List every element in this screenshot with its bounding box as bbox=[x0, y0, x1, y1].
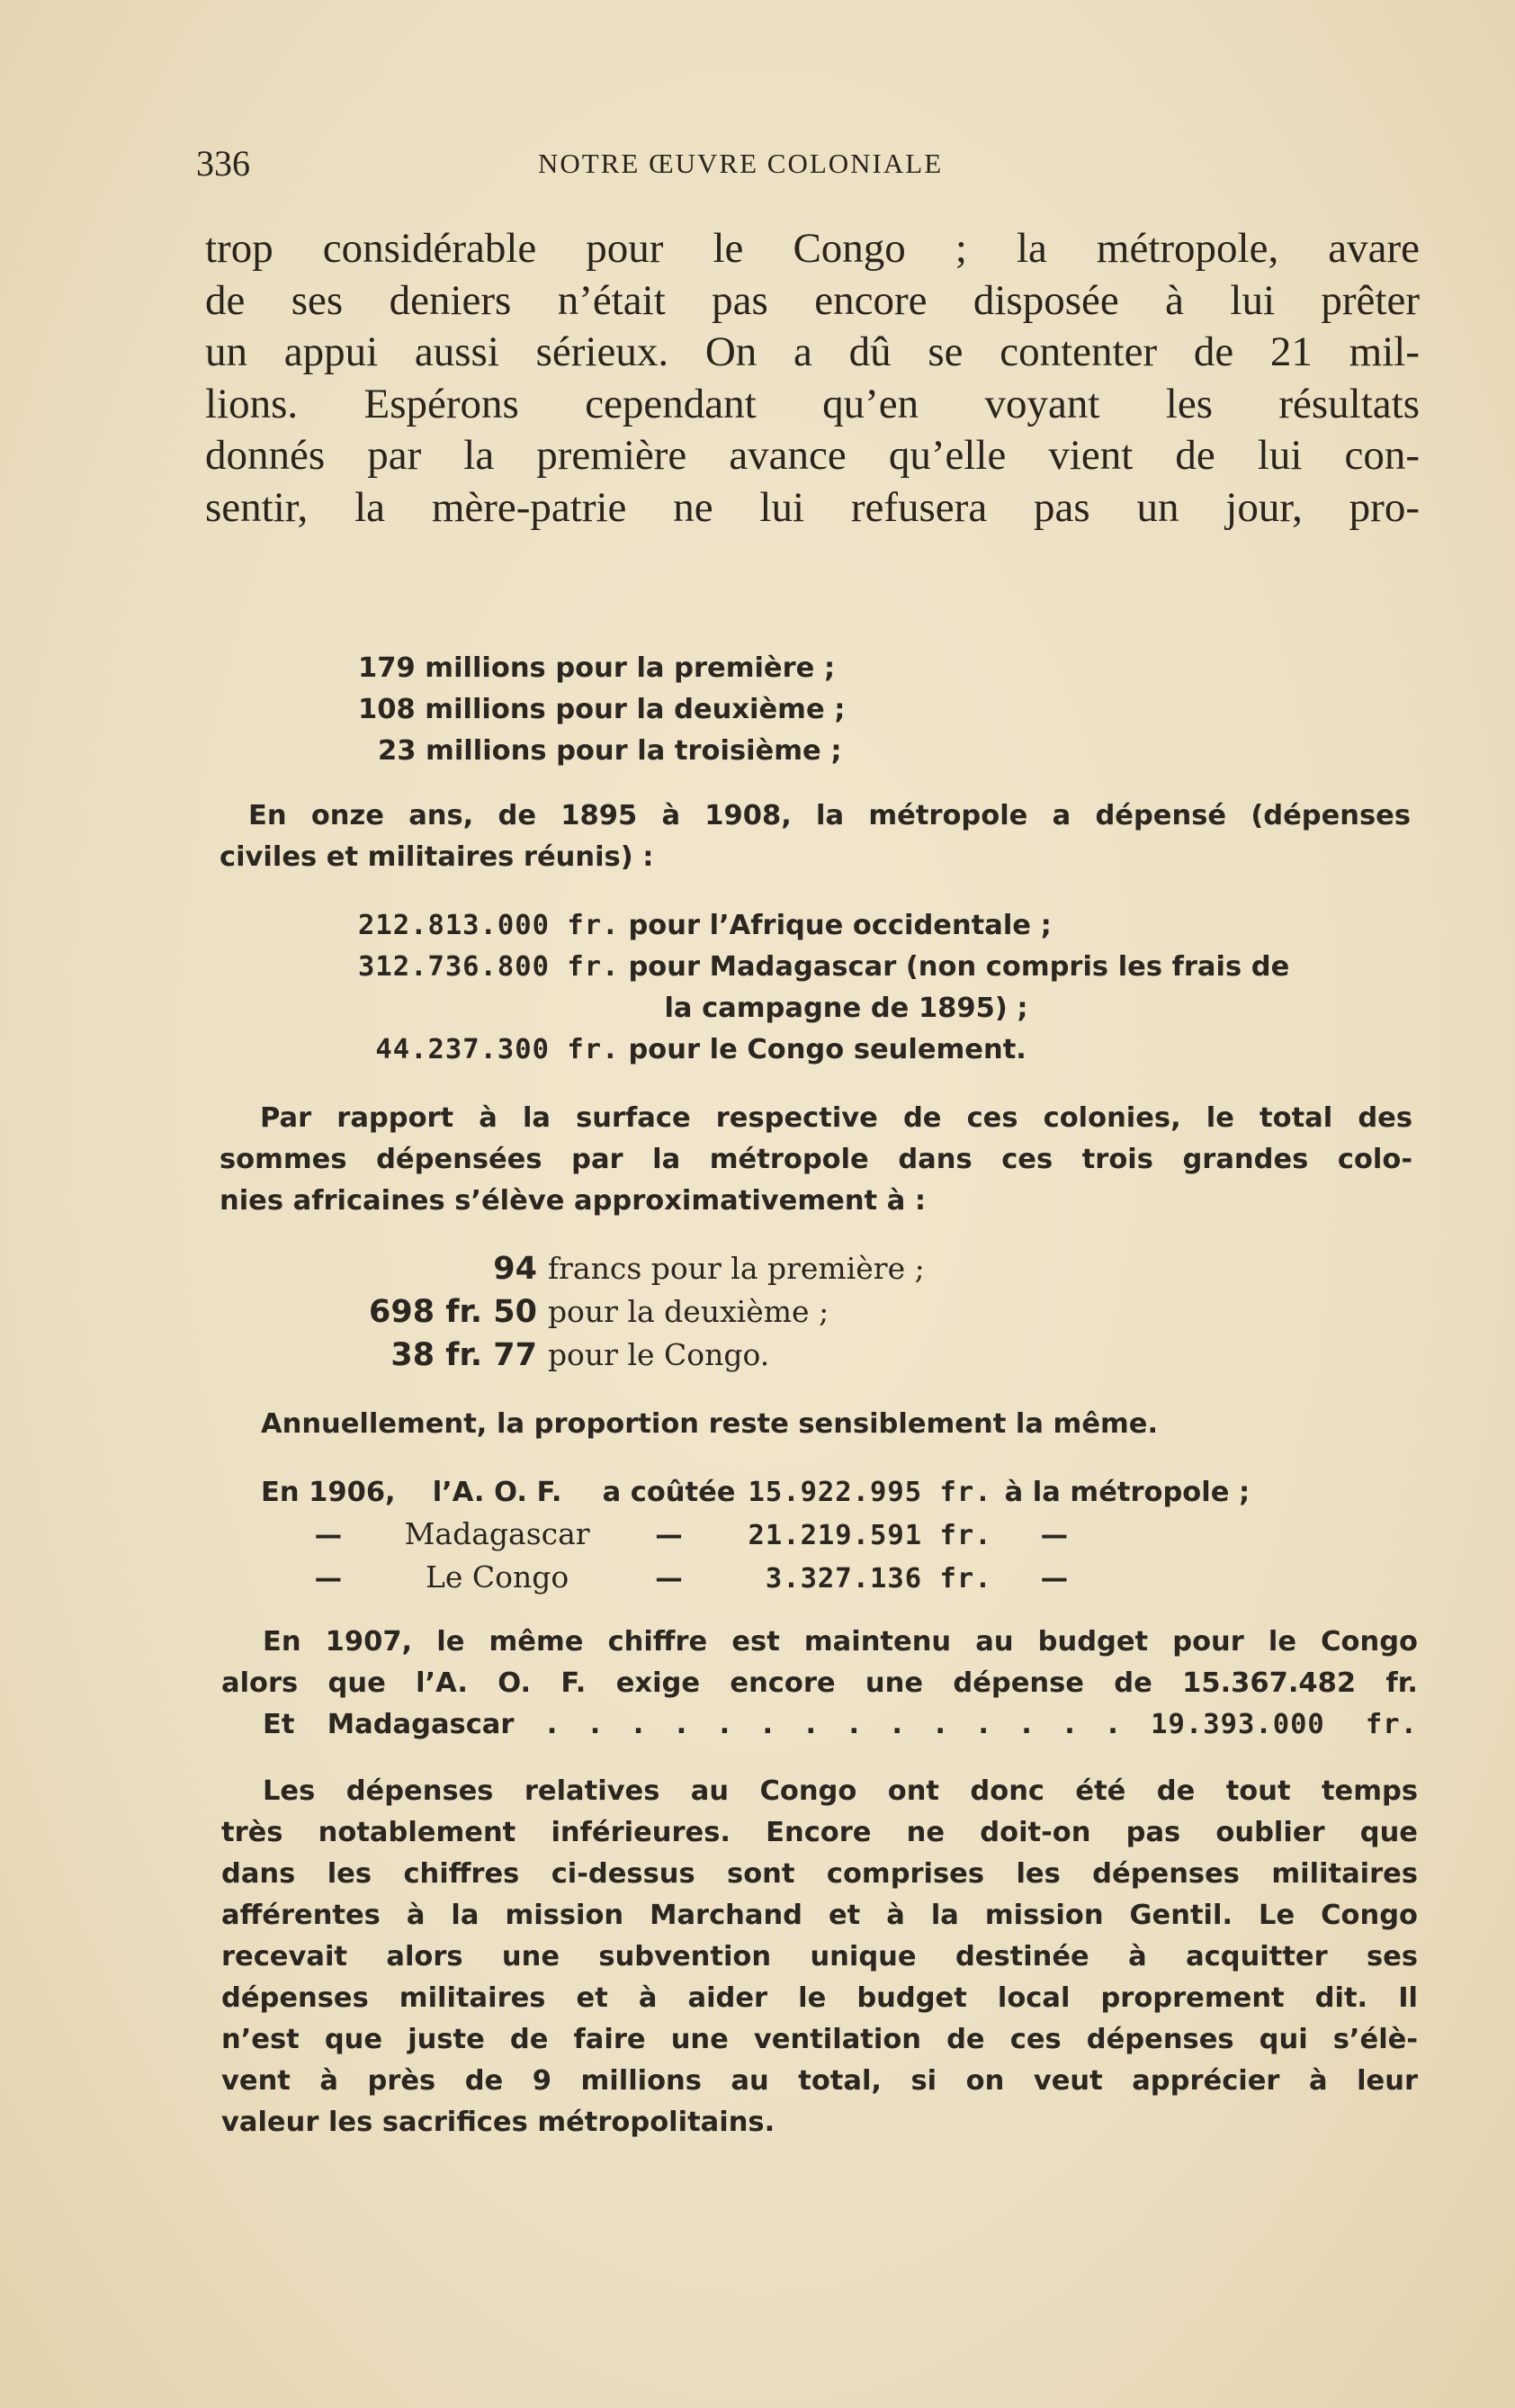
spending-row bbox=[358, 1029, 1289, 1071]
destination: — bbox=[1040, 1520, 1069, 1551]
amount: 21.219.591 fr. bbox=[748, 1520, 992, 1551]
table-row bbox=[261, 1514, 1250, 1557]
list-item: 23 millions pour la troisième ; bbox=[378, 735, 842, 767]
description: pour Madagascar (non compris les frais de bbox=[628, 951, 1290, 983]
text-line: afférentes à la mission Marchand et à la mission Gentil. Le Congo bbox=[221, 1900, 1418, 1931]
paragraph-annual bbox=[261, 1404, 1158, 1445]
destination: — bbox=[1040, 1563, 1069, 1595]
millions-list bbox=[358, 648, 845, 772]
text-line: Les dépenses relatives au Congo ont donc été de tout temps bbox=[263, 1775, 1418, 1807]
spending-list bbox=[358, 905, 1289, 1071]
spending-row bbox=[358, 988, 1289, 1029]
spending-row bbox=[358, 947, 1289, 988]
description: pour la deuxième ; bbox=[547, 1294, 829, 1329]
text-line: dans les chiffres ci-dessus sont comprises les dépenses militaires bbox=[221, 1858, 1418, 1890]
text-line: recevait alors une subvention unique destinée à acquitter ses bbox=[221, 1941, 1418, 1972]
verb: — bbox=[655, 1520, 683, 1551]
running-title: NOTRE ŒUVRE COLONIALE bbox=[538, 148, 944, 179]
description: pour le Congo. bbox=[547, 1337, 770, 1372]
value: 698 fr. 50 bbox=[369, 1294, 537, 1330]
text-line: valeur les sacrifices métropolitains. bbox=[221, 2107, 775, 2138]
prefix: En 1906, bbox=[261, 1477, 396, 1508]
page-header bbox=[196, 142, 1420, 196]
surface-row bbox=[369, 1290, 925, 1334]
colony: Madagascar bbox=[404, 1516, 590, 1551]
table-1906 bbox=[261, 1472, 1250, 1600]
amount: 15.922.995 fr. bbox=[748, 1477, 992, 1508]
text-line: alors que l’A. O. F. exige encore une dépense de 15.367.482 fr. bbox=[221, 1667, 1418, 1699]
text-line: nies africaines s’élève approximativement à : bbox=[220, 1185, 927, 1217]
prefix: — bbox=[314, 1563, 343, 1595]
text-line: sentir, la mère-patrie ne lui refusera pas un jour, pro- bbox=[205, 483, 1420, 531]
value: 94 bbox=[493, 1251, 537, 1287]
text-line: Par rapport à la surface respective de ces colonies, le total des bbox=[260, 1102, 1412, 1134]
text-line: lions. Espérons cependant qu’en voyant les résultats bbox=[205, 380, 1420, 427]
description: francs pour la première ; bbox=[547, 1251, 925, 1286]
text-line: En onze ans, de 1895 à 1908, la métropole a dépensé (dépenses bbox=[248, 800, 1411, 831]
text-line: trop considérable pour le Congo ; la métropole, avare bbox=[205, 225, 1420, 272]
paragraph-spending-intro bbox=[220, 795, 1411, 878]
text-line: de ses deniers n’était pas encore disposée à lui prêter bbox=[205, 276, 1420, 324]
paragraph-surface bbox=[220, 1098, 1412, 1222]
list-item: 179 millions pour la première ; bbox=[358, 652, 836, 684]
surface-row bbox=[369, 1247, 925, 1290]
amount: 44.237.300 fr. bbox=[375, 1034, 620, 1065]
prefix: — bbox=[314, 1520, 343, 1551]
colony: l’A. O. F. bbox=[432, 1477, 562, 1508]
text-line: dépenses militaires et à aider le budget local proprement dit. Il bbox=[221, 1982, 1418, 2014]
text-line: En 1907, le même chiffre est maintenu au budget pour le Congo bbox=[263, 1626, 1418, 1658]
verb: — bbox=[655, 1563, 683, 1595]
verb: a coûtée bbox=[602, 1477, 736, 1508]
paragraph-conclusion bbox=[221, 1771, 1418, 2143]
text-line: vent à près de 9 millions au total, si on veut apprécier à leur bbox=[221, 2065, 1418, 2097]
amount: 3.327.136 fr. bbox=[765, 1563, 992, 1595]
text-line: sommes dépensées par la métropole dans ces trois grandes colo- bbox=[220, 1144, 1412, 1175]
amount: 312.736.800 fr. bbox=[358, 951, 620, 983]
page-number: 336 bbox=[196, 143, 250, 184]
table-row bbox=[261, 1557, 1250, 1600]
text-line: n’est que juste de faire une ventilation de ces dépenses qui s’élè- bbox=[221, 2024, 1418, 2055]
dot-leader: . . . . . . . . . . . . . . bbox=[546, 1709, 1118, 1740]
text-line: très notablement inférieures. Encore ne doit-on pas oublier que bbox=[221, 1817, 1418, 1848]
amount: 19.393.000 fr. bbox=[1151, 1709, 1418, 1740]
table-row bbox=[261, 1472, 1250, 1514]
madagascar-line bbox=[221, 1704, 1418, 1746]
amount: 212.813.000 fr. bbox=[358, 910, 620, 941]
text-line: donnés par la première avance qu’elle vient de lui con- bbox=[205, 432, 1420, 479]
description: pour l’Afrique occidentale ; bbox=[628, 910, 1052, 941]
description: pour le Congo seulement. bbox=[628, 1034, 1026, 1065]
per-surface-list bbox=[369, 1247, 925, 1377]
colony: Le Congo bbox=[425, 1559, 569, 1595]
text-line: Annuellement, la proportion reste sensiblement la même. bbox=[261, 1408, 1159, 1440]
destination: à la métropole ; bbox=[1004, 1477, 1251, 1508]
paragraph-1907 bbox=[221, 1622, 1418, 1746]
label: Et Madagascar bbox=[263, 1709, 515, 1740]
surface-row bbox=[369, 1334, 925, 1377]
value: 38 fr. 77 bbox=[390, 1337, 537, 1373]
spending-row bbox=[358, 905, 1289, 947]
text-line: civiles et militaires réunis) : bbox=[220, 841, 654, 873]
description: la campagne de 1895) ; bbox=[664, 993, 1028, 1024]
list-item: 108 millions pour la deuxième ; bbox=[358, 694, 846, 725]
paragraph-main bbox=[205, 223, 1420, 534]
text-line: un appui aussi sérieux. On a dû se contenter de 21 mil- bbox=[205, 328, 1420, 375]
